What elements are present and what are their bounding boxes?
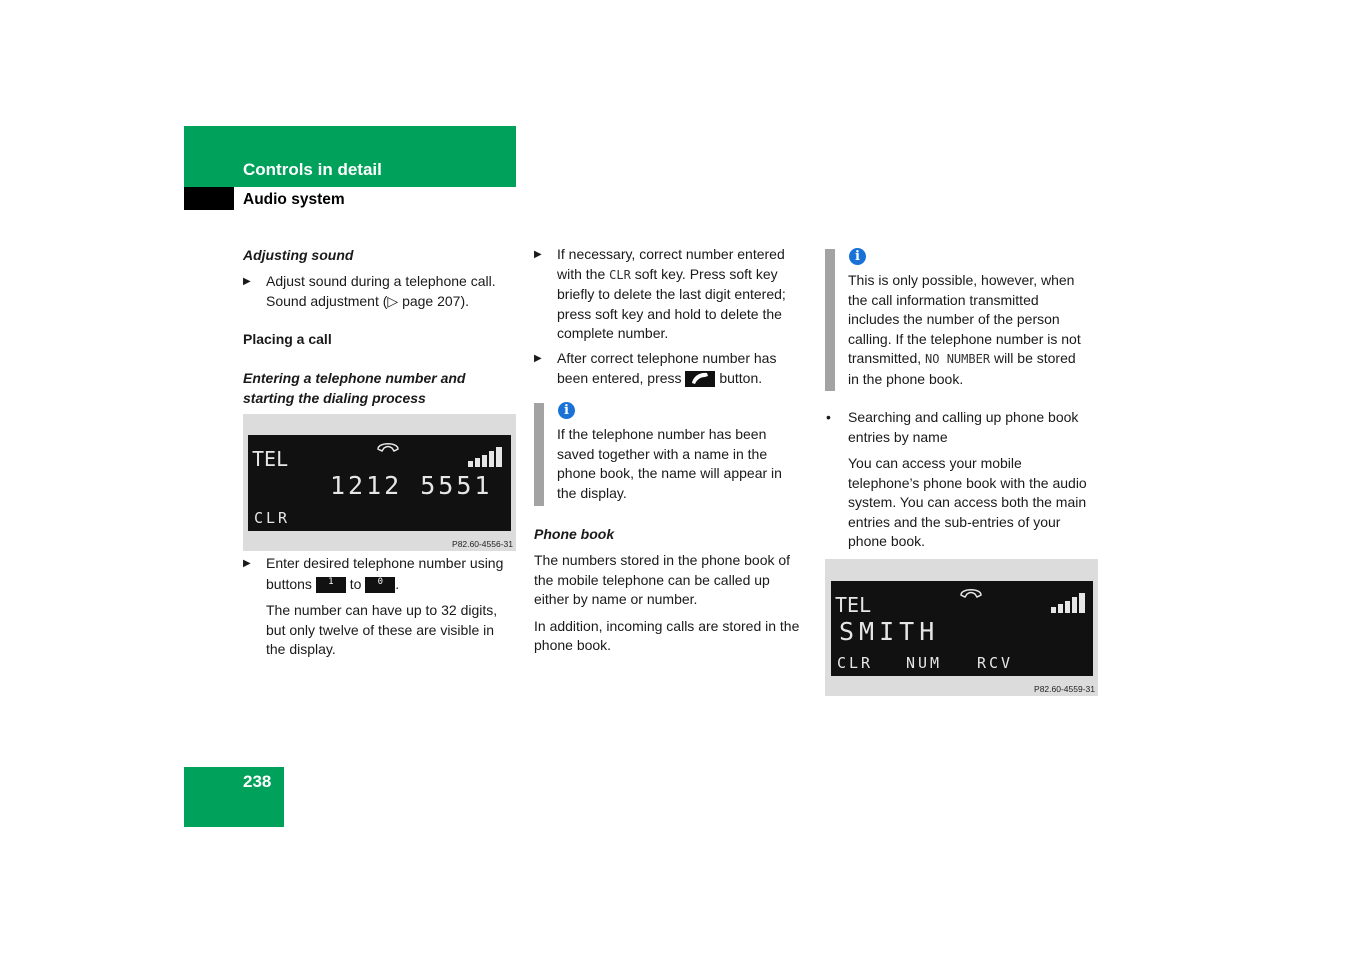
signal-strength-icon: [468, 445, 508, 472]
info-bar: [825, 249, 835, 391]
digit-limit-note: The number can have up to 32 digits, but only twelve of these are visible in the display.: [266, 602, 498, 657]
bullet-dot-icon: •: [826, 409, 831, 425]
search-by-name-item: • Searching and calling up phone book entries by name You can access your mobile telephone’s phone book with the audio system. You can access both the main entries and the sub-entries of your phone book.: [825, 408, 1105, 552]
info-note-number: This is only possible, however, when the call information transmitted includes the number of the person calling. If the telephone number is not transmitted, NO NUMBER will be stored in the phone book.: [848, 272, 1081, 387]
display-figure-1: [243, 414, 516, 551]
adjust-sound-step: ▶ Adjust sound during a telephone call. Sound adjustment (▷ page 207).: [243, 273, 496, 309]
lcd-tel-label: TEL: [835, 593, 872, 617]
clr-key-label: CLR: [609, 267, 631, 282]
lcd-tel-label: TEL: [252, 447, 289, 471]
page-number: 238: [243, 772, 272, 791]
key-1-icon: 1: [316, 577, 346, 593]
phone-handset-icon: [376, 440, 400, 459]
access-phone-book-text: You can access your mobile telephone’s phone book with the audio system. You can access both the main entries and the sub-entries of your phone book.: [848, 455, 1087, 549]
lcd-screen: [831, 581, 1093, 676]
section-title: Controls in detail: [243, 160, 382, 179]
bullet-arrow-icon: ▶: [534, 249, 542, 260]
adjusting-sound-heading: Adjusting sound: [243, 247, 354, 263]
placing-call-heading: Placing a call: [243, 331, 332, 347]
phone-book-text: The numbers stored in the phone book of the mobile telephone can be called up either by name or number. In addition, incoming calls are stored in the phone book.: [534, 552, 800, 653]
figure-id: P82.60-4556-31: [452, 539, 513, 549]
info-note-name: If the telephone number has been saved together with a name in the phone book, the name will appear in the display.: [557, 426, 782, 501]
bullet-arrow-icon: ▶: [243, 558, 251, 569]
send-call-key-icon: [685, 371, 715, 387]
lcd-soft-key-num: NUM: [906, 654, 943, 672]
lcd-screen: [248, 435, 511, 531]
subsection-title: Audio system: [243, 191, 345, 208]
key-0-icon: 0: [365, 577, 395, 593]
lcd-contact-name: SMITH: [839, 617, 940, 646]
enter-number-step: ▶ Enter desired telephone number using buttons 1 to 0 . The number can have up to 32 digits, but only twelve of these are visible in the display.: [243, 554, 556, 660]
display-figure-2: [825, 559, 1098, 696]
subsection-black-marker: [184, 187, 234, 210]
lcd-soft-key-rcv: RCV: [977, 654, 1014, 672]
correct-number-step: ▶ If necessary, correct number entered with the CLR soft key. Press soft key briefly to delete the last digit entered; press soft key and hold to delete the complete number.: [534, 246, 786, 341]
entering-number-heading: Entering a telephone number and starting the dialing process: [243, 370, 466, 406]
no-number-label: NO NUMBER: [925, 352, 991, 366]
info-bar: [534, 403, 544, 506]
lcd-dialed-number: 1212 5551: [330, 471, 493, 500]
lcd-soft-key-clr: CLR: [837, 654, 874, 672]
press-send-step: ▶ After correct telephone number has been entered, press button.: [534, 350, 777, 386]
figure-id: P82.60-4559-31: [1034, 684, 1095, 694]
signal-strength-icon: [1051, 591, 1091, 618]
bullet-arrow-icon: ▶: [534, 353, 542, 364]
phone-handset-icon: [959, 586, 983, 605]
bullet-arrow-icon: ▶: [243, 276, 251, 287]
info-icon: i: [849, 248, 866, 265]
info-icon: i: [558, 402, 575, 419]
phone-book-heading: Phone book: [534, 526, 615, 542]
lcd-soft-key-clr: CLR: [254, 509, 291, 527]
